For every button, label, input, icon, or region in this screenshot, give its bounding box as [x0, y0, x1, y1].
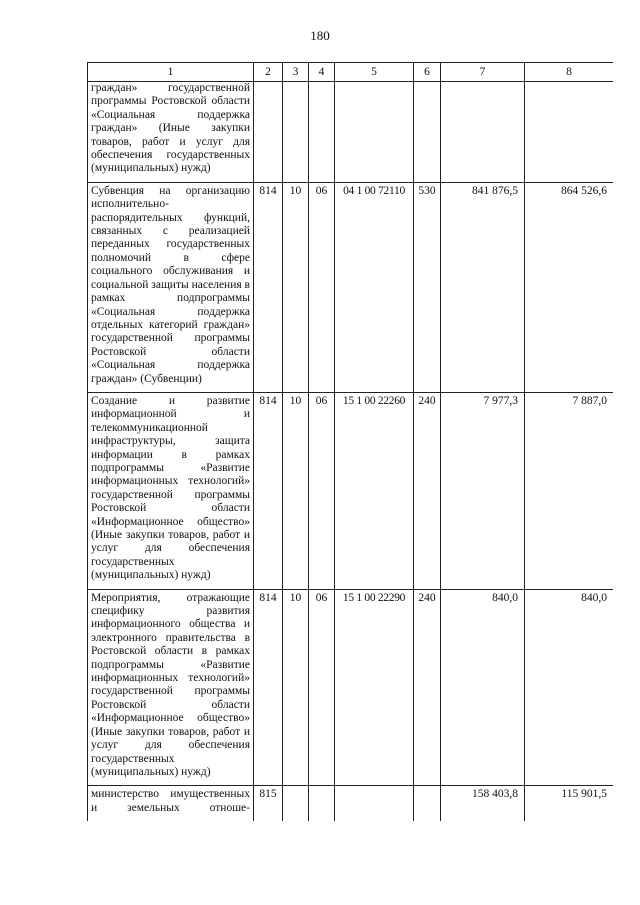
row-ministry-code: 815: [254, 786, 283, 821]
column-header: 5: [335, 63, 414, 82]
table-row: [88, 786, 614, 821]
row-section-code: 10: [283, 589, 309, 786]
row-amount-year1: 158 403,8: [441, 786, 525, 821]
budget-table-container: [87, 62, 613, 905]
row-ministry-code: [254, 82, 283, 183]
row-subsection-code: [309, 786, 335, 821]
column-header: 2: [254, 63, 283, 82]
row-description: министерство имущественных и земельных отноше-: [88, 786, 254, 821]
row-section-code: 10: [283, 182, 309, 392]
column-header: 7: [441, 63, 525, 82]
row-section-code: 10: [283, 392, 309, 589]
row-description: граждан» государственной программы Ростовской области «Социальная поддержка граждан» (Иные закупки товаров, работ и услуг для обеспечения государственных (муниципальных) нужд): [88, 82, 254, 183]
row-amount-year1: 840,0: [441, 589, 525, 786]
row-amount-year2: 7 887,0: [525, 392, 614, 589]
row-expense-type: 530: [414, 182, 441, 392]
row-description: Мероприятия, отражающие специфику развития информационного общества и электронного правительства в Ростовской области в рамках подпрограммы «Развитие информационных технологий» государственной программы Ростовской области «Информационное общество» (Иные закупки товаров, работ и услуг для обеспечения государственных (муниципальных) нужд): [88, 589, 254, 786]
row-section-code: [283, 786, 309, 821]
column-header: 6: [414, 63, 441, 82]
row-description: Создание и развитие информационной и телекоммуникационной инфраструктуры, защита информации в рамках подпрограммы «Развитие информационных технологий» государственной программы Ростовской области «Информационное общество» (Иные закупки товаров, работ и услуг для обеспечения государственных (муниципальных) нужд): [88, 392, 254, 589]
column-header: 3: [283, 63, 309, 82]
row-section-code: [283, 82, 309, 183]
row-amount-year1: [441, 82, 525, 183]
row-subsection-code: 06: [309, 182, 335, 392]
row-expense-type: [414, 82, 441, 183]
column-header: 1: [88, 63, 254, 82]
column-header: 4: [309, 63, 335, 82]
page-number: 180: [310, 28, 330, 43]
table-row: [88, 82, 614, 183]
row-ministry-code: 814: [254, 392, 283, 589]
row-subsection-code: [309, 82, 335, 183]
row-target-article: 15 1 00 22260: [335, 392, 414, 589]
row-expense-type: 240: [414, 589, 441, 786]
row-target-article: 04 1 00 72110: [335, 182, 414, 392]
row-amount-year2: 115 901,5: [525, 786, 614, 821]
row-amount-year2: 864 526,6: [525, 182, 614, 392]
table-row: [88, 589, 614, 786]
row-ministry-code: 814: [254, 589, 283, 786]
row-ministry-code: 814: [254, 182, 283, 392]
row-target-article: 15 1 00 22290: [335, 589, 414, 786]
row-expense-type: 240: [414, 392, 441, 589]
table-row: [88, 182, 614, 392]
row-expense-type: [414, 786, 441, 821]
row-target-article: [335, 82, 414, 183]
row-amount-year1: 841 876,5: [441, 182, 525, 392]
table-row: [88, 392, 614, 589]
row-subsection-code: 06: [309, 392, 335, 589]
row-subsection-code: 06: [309, 589, 335, 786]
row-description: Субвенция на организацию исполнительно-распорядительных функций, связанных с реализацией переданных государственных полномочий в сфере социального обслуживания и социальной защиты населения в рамках подпрограммы «Социальная поддержка отдельных категорий граждан» государственной программы Ростовской области «Социальная поддержка граждан» (Субвенции): [88, 182, 254, 392]
row-amount-year2: 840,0: [525, 589, 614, 786]
table-header-row: [88, 63, 614, 82]
row-amount-year1: 7 977,3: [441, 392, 525, 589]
row-amount-year2: [525, 82, 614, 183]
budget-table: [87, 62, 613, 821]
row-target-article: [335, 786, 414, 821]
column-header: 8: [525, 63, 614, 82]
